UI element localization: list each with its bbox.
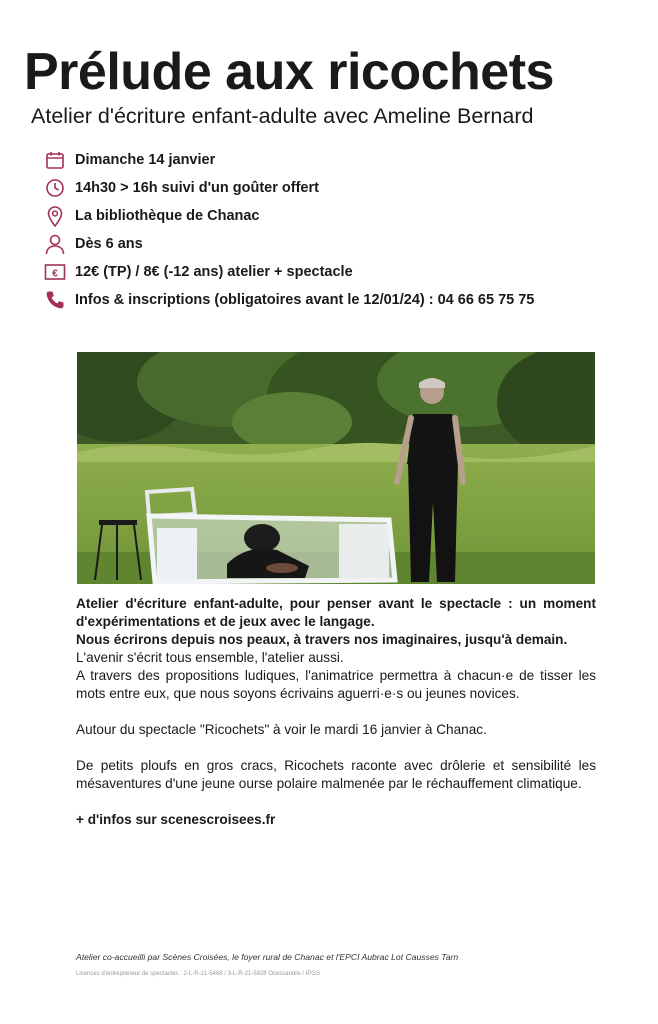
website-link[interactable]: + d'infos sur scenescroisees.fr: [76, 812, 276, 827]
info-location-text: La bibliothèque de Chanac: [75, 208, 260, 224]
info-row-time: [44, 174, 644, 202]
intro-paragraph-2: Nous écrirons depuis nos peaux, à travers nos imaginaires, jusqu'à demain.: [76, 632, 568, 647]
intro-paragraph-1: Atelier d'écriture enfant-adulte, pour penser avant le spectacle : un moment d'expérimentations et de jeux avec le langage.: [76, 596, 596, 629]
spacer: [76, 793, 596, 811]
event-info-list: [44, 146, 644, 314]
person-icon: [44, 233, 66, 255]
phone-icon: [44, 289, 66, 311]
description: [76, 595, 596, 829]
clock-icon: [44, 177, 66, 199]
description-line-2: A travers des propositions ludiques, l'animatrice permettra à chacun·e de tisser les mots entre eux, que nous soyons écrivains aguerri·e·s ou jeunes novices.: [76, 668, 596, 701]
ticket-euro-icon: [44, 261, 66, 283]
footer-credit: Atelier co-accueilli par Scènes Croisées, le foyer rural de Chanac et l'EPCI Aubrac Lot Causses Tarn: [76, 952, 459, 962]
footer-license: Licences d'entrepreneur de spectacles : 2-L-R-21-5468 / 3-L-R-21-5828 Ocessandre / IPGS: [76, 971, 320, 977]
description-line-1: L'avenir s'écrit tous ensemble, l'atelier aussi.: [76, 650, 344, 665]
location-pin-icon: [44, 205, 66, 227]
description-line-3: Autour du spectacle "Ricochets" à voir le mardi 16 janvier à Chanac.: [76, 722, 487, 737]
spacer: [76, 703, 596, 721]
info-contact-text: Infos & inscriptions (obligatoires avant le 12/01/24) : 04 66 65 75 75: [75, 292, 535, 308]
spacer: [76, 739, 596, 757]
info-row-location: [44, 202, 644, 230]
event-photo: [77, 352, 595, 584]
info-time-text: 14h30 > 16h suivi d'un goûter offert: [75, 180, 319, 196]
info-age-text: Dès 6 ans: [75, 236, 143, 252]
info-price-text: 12€ (TP) / 8€ (-12 ans) atelier + spectacle: [75, 264, 353, 280]
page-title: Prélude aux ricochets: [24, 43, 554, 101]
info-row-contact: [44, 286, 644, 314]
info-row-price: [44, 258, 644, 286]
description-line-4: De petits ploufs en gros cracs, Ricochets raconte avec drôlerie et sensibilité les mésaventures d'une jeune ourse polaire malmenée par le réchauffement climatique.: [76, 758, 596, 791]
info-date-text: Dimanche 14 janvier: [75, 152, 216, 168]
info-row-date: [44, 146, 644, 174]
page-subtitle: Atelier d'écriture enfant-adulte avec Ameline Bernard: [31, 104, 534, 128]
info-row-age: [44, 230, 644, 258]
svg-text:€: €: [52, 268, 58, 280]
calendar-icon: [44, 149, 66, 171]
